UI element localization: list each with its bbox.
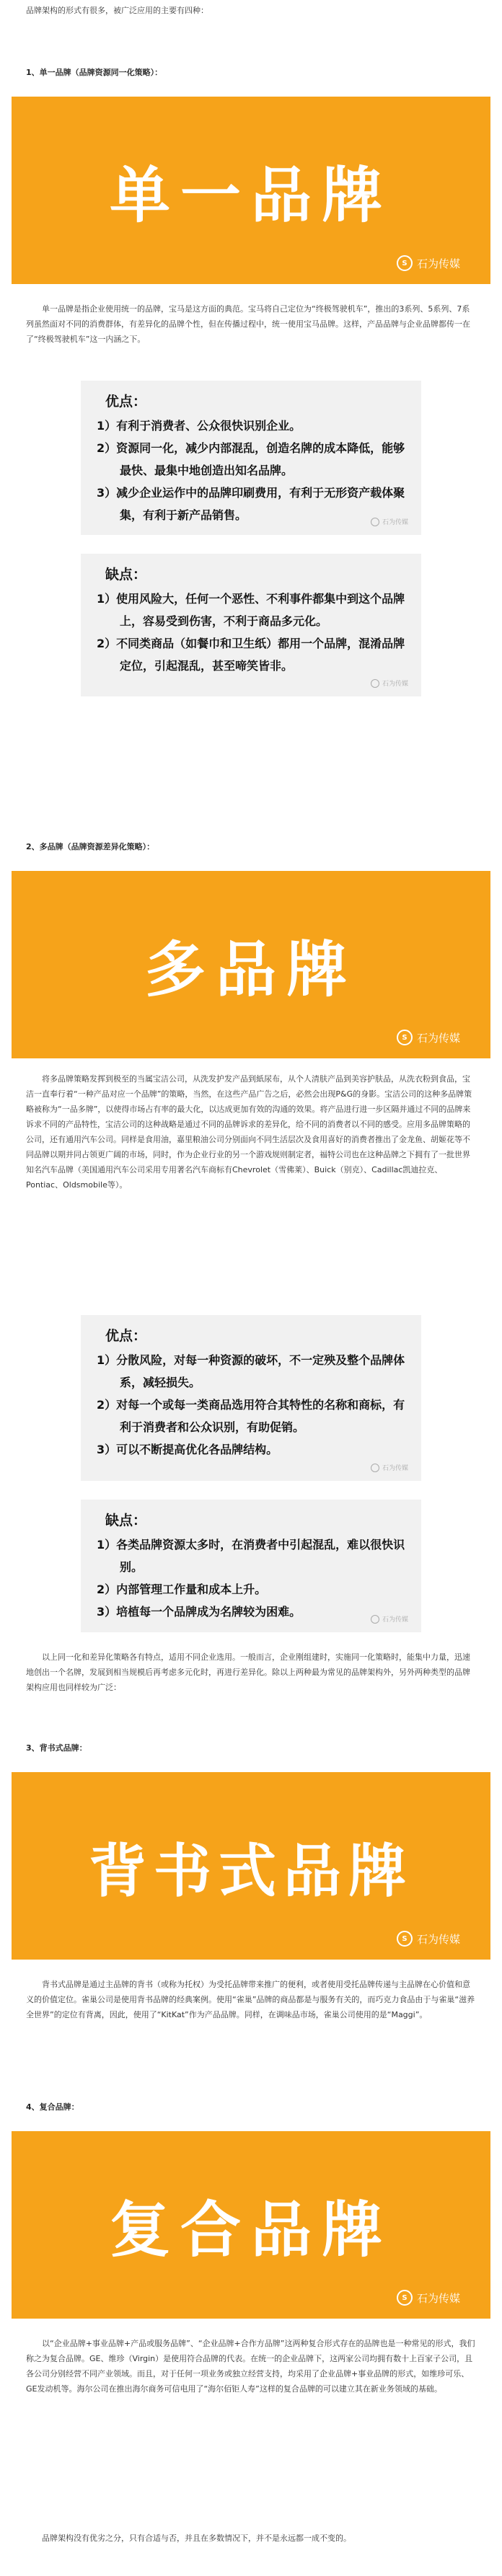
pros-card	[81, 1315, 421, 1481]
watermark-text: 石为传媒	[416, 2291, 460, 2305]
section-1-body: 单一品牌是指企业使用统一的品牌，宝马是这方面的典范。宝马将自己定位为“终极驾驶机车”，推出的3系列、5系列、7系列虽然面对不同的消费群体，有差异化的品牌个性，但在传播过程中，统一使用宝马品牌。这样，产品品牌与企业品牌都传一在了“终极驾驶机车”这一内涵之下。	[26, 304, 470, 344]
intro-text: 品牌架构的形式有很多，被广泛应用的主要有四种：	[26, 6, 208, 15]
section-1-banner	[12, 97, 490, 284]
pros-item: 3）可以不断提高优化各品牌结构。	[97, 1443, 278, 1456]
section-3-heading: 3、背书式品牌：	[26, 1743, 87, 1753]
watermark-logo-icon	[371, 1464, 379, 1472]
card-watermark: 石为传媒	[371, 1463, 408, 1472]
banner-title: 多品牌	[144, 934, 357, 1005]
card-watermark: 石为传媒	[371, 1614, 408, 1624]
section-2-heading: 2、多品牌（品牌资源差异化策略）：	[26, 842, 155, 851]
pros-item: 3）减少企业运作中的品牌印刷费用，有利于无形资产载体聚集，有利于新产品销售。	[97, 486, 405, 522]
section-4-body: 以“企业品牌+事业品牌+产品或服务品牌”、“企业品牌+合作方品牌”这两种复合形式存在的品牌也是一种常见的形式，我们称之为复合品牌。GE、维珍（Virgin）是使用符合品牌的代表。在统一的企业品牌下，这两家公司均拥有数十上百家子公司，且各公司分别经营不同产业领域。而且，对于任何一项业务或独立经营支持，均采用了企业品牌+事业品牌的形式，如维珍可乐、GE发动机等。海尔公司在推出海尔商务可信电用了“海尔佰钜人寿”这样的复合品牌的可以建立其在新业务领域的基础。	[26, 2339, 475, 2394]
watermark	[397, 1030, 460, 1045]
cons-item: 2）内部管理工作量和成本上升。	[97, 1583, 267, 1596]
cons-item: 3）培植每一个品牌成为名牌较为困难。	[97, 1605, 301, 1619]
watermark	[397, 255, 460, 271]
section-2-conclusion: 以上同一化和差异化策略各有特点，适用不同企业选用。一般而言，企业刚组建时，实施同一化策略时，能集中力量，迅速地创出一个名牌，发展到相当规模后再考虑多元化时，再进行差异化。除以上两种最为常见的品牌架构外，另外两种类型的品牌架构应用也同样较为广泛：	[26, 1652, 470, 1692]
pros-item: 1）有利于消费者、公众很快识别企业。	[97, 419, 301, 433]
section-1-heading: 1、单一品牌（品牌资源同一化策略）：	[26, 68, 163, 77]
section-2-body: 将多品牌策略发挥到极至的当属宝洁公司，从洗发护发产品到紙尿布，从个人清肤产品到美容护肤品，从洗衣粉到食品，宝洁一直奉行着“一种产品对应一个品牌”的策略，当然，在这些产品广告之后，必然会出现P&G的身影。宝洁公司的这种多品牌策略被称为“一品多牌”，以使得市场占有率的最大化，以达成更加有效的沟通的效果。将产品进行进一步区隔并通过不同的品牌来诉求不同的产品特性，宝洁公司的这种战略是通过不同的品牌诉求的差异化，给不同的消费者以不同的感受。应用多品牌策略的公司，还有通用汽车公司。同样是食用油，嘉里粮油公司分别面向不同生活层次及食用喜好的消费者推出了金龙鱼、胡姬花等不同品牌以期并同占领更广阔的市场，同时，作为企业行业的另一个游戏规则制定者，福特公司也在这种品牌之下拥有了一批世界知名汽车品牌（美国通用汽车公司采用专用著名汽车商标有Chevrolet（雪佛莱）、Buick（别克）、Cadillac凯迪拉克、Pontiac、Oldsmobile等）。	[26, 1074, 472, 1190]
cons-title: 缺点：	[105, 1513, 147, 1528]
cons-card	[81, 1500, 421, 1632]
watermark	[397, 2290, 460, 2306]
watermark-logo-icon	[371, 1615, 379, 1624]
watermark-logo-icon: S	[397, 1030, 413, 1045]
cons-title: 缺点：	[105, 567, 147, 583]
pros-title: 优点：	[105, 394, 147, 410]
watermark-logo-icon: S	[397, 1931, 413, 1947]
banner-title: 单一品牌	[109, 159, 392, 231]
cons-card	[81, 554, 421, 696]
banner-title: 复合品牌	[109, 2194, 392, 2265]
watermark-logo-icon	[371, 679, 379, 688]
cons-item: 1）各类品牌资源太多时，在消费者中引起混乱，难以很快识别。	[97, 1538, 405, 1574]
watermark	[397, 1931, 460, 1947]
pros-item: 2）对每一个或每一类商品选用符合其特性的名称和商标，有利于消费者和公众识别，有助促销。	[97, 1398, 405, 1434]
pros-card	[81, 381, 421, 535]
section-3-banner	[12, 1772, 490, 1960]
pros-item: 1）分散风险，对每一种资源的破坏，不一定殃及整个品牌体系，减轻损失。	[97, 1353, 405, 1389]
card-watermark: 石为传媒	[371, 517, 408, 526]
section-2-banner	[12, 871, 490, 1058]
watermark-text: 石为传媒	[416, 1932, 460, 1946]
banner-title: 背书式品牌	[89, 1837, 413, 1905]
watermark-logo-icon	[371, 518, 379, 526]
section-3-body: 背书式品牌是通过主品牌的背书（或称为托权）为受托品牌带来推广的便利，或者使用受托品牌传递与主品牌在心价值和意义的价值定位。雀巢公司是使用背书品牌的经典案例。使用“雀巢”品牌的商品都是与服务有关的，而巧克力食品由于与雀巢“滋养全世界”的定位有背离，因此，使用了“KitKat”作为产品品牌。同样，在调味品市场，雀巢公司使用的是“Maggi”。	[26, 1980, 475, 2019]
pros-title: 优点：	[105, 1328, 147, 1344]
cons-item: 1）使用风险大，任何一个恶性、不利事件都集中到这个品牌上，容易受到伤害，不利于商品多元化。	[97, 592, 405, 628]
closing-text: 品牌架构没有优劣之分，只有合适与否，并且在多数情况下，并不是永远都一成不变的。	[42, 2533, 351, 2543]
watermark-logo-icon: S	[397, 255, 413, 271]
section-4-banner	[12, 2131, 490, 2319]
cons-item: 2）不同类商品（如餐巾和卫生纸）都用一个品牌，混淆品牌定位，引起混乱，甚至啼笑皆非。	[97, 637, 405, 673]
card-watermark: 石为传媒	[371, 678, 408, 688]
watermark-text: 石为传媒	[416, 257, 460, 270]
pros-item: 2）资源同一化，减少内部混乱，创造名牌的成本降低，能够最快、最集中地创造出知名品牌。	[97, 441, 405, 477]
watermark-logo-icon: S	[397, 2290, 413, 2306]
section-4-heading: 4、复合品牌：	[26, 2102, 79, 2112]
watermark-text: 石为传媒	[416, 1031, 460, 1045]
